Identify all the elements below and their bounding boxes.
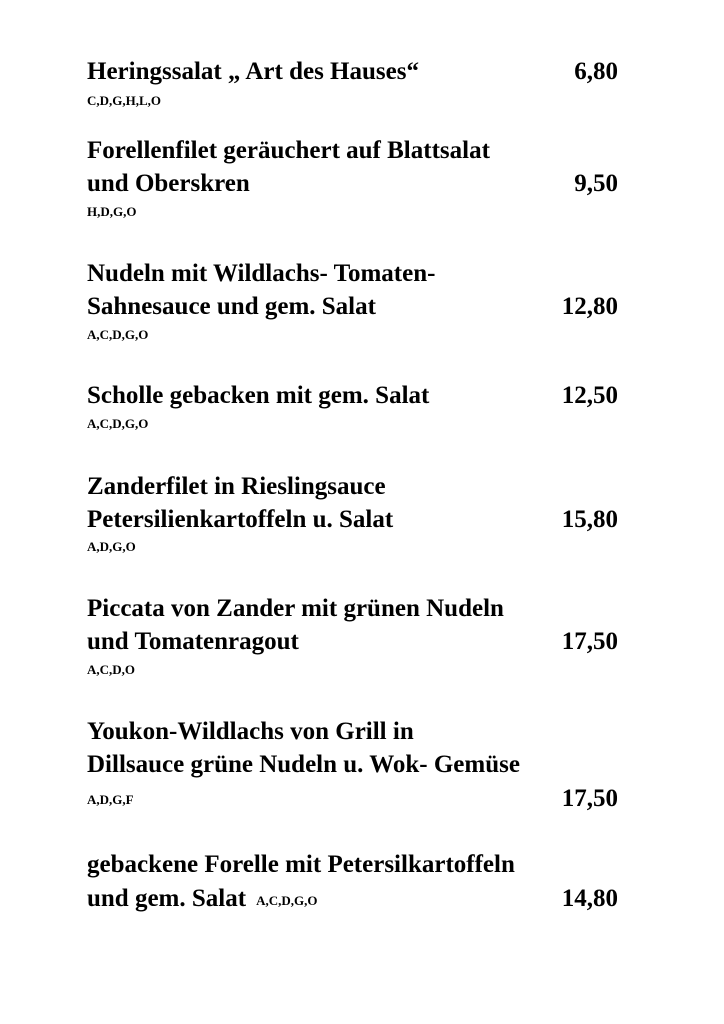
dish-name: und Oberskren: [87, 170, 250, 197]
dish-name: Nudeln mit Wildlachs- Tomaten-: [87, 260, 436, 287]
dish-name: Heringssalat „ Art des Hauses“: [87, 58, 419, 85]
dish-price: 14,80: [561, 885, 618, 912]
dish-name: Piccata von Zander mit grünen Nudeln: [87, 595, 504, 622]
dish-name: Petersilienkartoffeln u. Salat: [87, 506, 394, 533]
dish-price: 6,80: [574, 58, 618, 85]
dish-price: 17,50: [561, 785, 618, 812]
allergen-codes: A,C,D,O: [87, 662, 136, 677]
dish-name: Forellenfilet geräuchert auf Blattsalat: [87, 137, 490, 164]
dish-name-with-allergens: [87, 884, 317, 916]
allergen-codes: A,D,G,F: [87, 792, 134, 807]
allergen-codes: A,D,G,O: [87, 539, 136, 554]
dish-name: Dillsauce grüne Nudeln u. Wok- Gemüse: [87, 751, 520, 778]
dish-price: 15,80: [561, 506, 618, 533]
allergen-codes: A,C,D,G,O: [87, 416, 149, 431]
dish-price: 9,50: [574, 170, 618, 197]
allergen-codes: A,C,D,G,O: [256, 893, 318, 908]
dish-name: und Tomatenragout: [87, 628, 299, 655]
dish-name: und gem. Salat: [87, 885, 247, 912]
dish-name: Scholle gebacken mit gem. Salat: [87, 382, 430, 409]
allergen-codes: H,D,G,O: [87, 204, 137, 219]
dish-name: Zanderfilet in Rieslingsauce: [87, 473, 386, 500]
dish-name: Youkon-Wildlachs von Grill in: [87, 718, 414, 745]
dish-price: 12,80: [561, 293, 618, 320]
dish-name: gebackene Forelle mit Petersilkartoffeln: [87, 851, 515, 878]
allergen-codes: C,D,G,H,L,O: [87, 93, 162, 108]
allergen-codes: A,C,D,G,O: [87, 327, 149, 342]
dish-name: Sahnesauce und gem. Salat: [87, 293, 376, 320]
dish-price: 17,50: [561, 628, 618, 655]
dish-price: 12,50: [561, 382, 618, 409]
